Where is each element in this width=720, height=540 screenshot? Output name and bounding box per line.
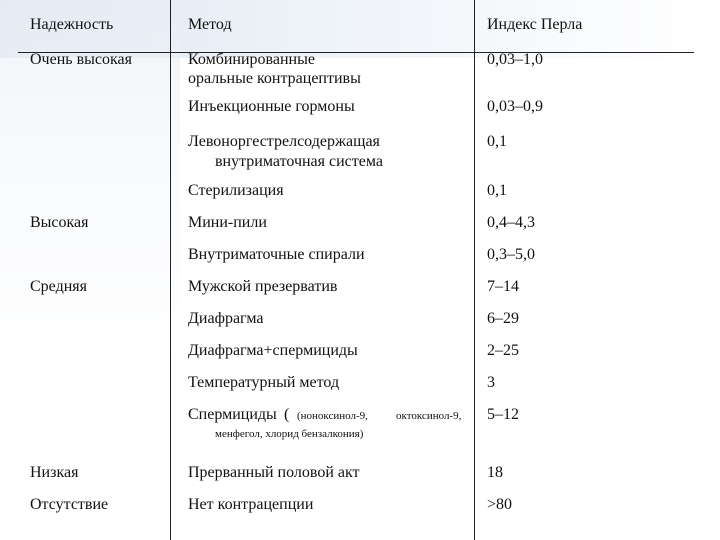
- cell-index: 0,03–0,9: [487, 98, 543, 115]
- cell-index: 18: [487, 464, 503, 481]
- column-divider-1: [170, 0, 171, 540]
- left-background: [0, 0, 180, 540]
- column-divider-2: [474, 0, 475, 540]
- cell-method-line2: менфегол, хлорид бензалкония): [215, 428, 364, 440]
- cell-index: 2–25: [487, 342, 519, 359]
- cell-method: Левоноргестрелсодержащая: [188, 133, 380, 150]
- cell-reliability: Очень высокая: [30, 51, 132, 68]
- cell-index: 6–29: [487, 310, 519, 327]
- cell-method: Инъекционные гормоны: [188, 98, 355, 115]
- cell-method: Спермициды: [188, 406, 277, 423]
- cell-method-paren-b: октоксинол-9,: [396, 410, 462, 422]
- cell-method: Мини-пили: [188, 214, 267, 231]
- cell-reliability: Высокая: [30, 214, 89, 231]
- cell-index: >80: [487, 496, 513, 513]
- cell-index: 0,3–5,0: [487, 246, 535, 263]
- cell-reliability: Средняя: [30, 278, 87, 295]
- cell-method: Внутриматочные спирали: [188, 246, 365, 263]
- cell-index: 5–12: [487, 406, 519, 423]
- cell-index: 3: [487, 374, 495, 391]
- header-pearl-index: Индекс Перла: [487, 16, 583, 33]
- cell-index: 0,1: [487, 133, 507, 150]
- cell-method: Диафрагма+спермициды: [188, 342, 358, 359]
- cell-index: 0,1: [487, 182, 507, 199]
- cell-index: 7–14: [487, 278, 519, 295]
- cell-method-paren-a: (ноноксинол-9,: [297, 410, 368, 422]
- cell-reliability: Отсутствие: [30, 496, 109, 513]
- cell-method: Температурный метод: [188, 374, 340, 391]
- cell-method: Мужской презерватив: [188, 278, 338, 295]
- header-method: Метод: [188, 16, 232, 33]
- header-reliability: Надежность: [30, 16, 114, 33]
- cell-method: Диафрагма: [188, 310, 264, 327]
- cell-method-line2: оральные контрацептивы: [188, 70, 361, 87]
- cell-method-line2: внутриматочная система: [215, 153, 383, 170]
- cell-index: 0,4–4,3: [487, 214, 535, 231]
- cell-method: Стерилизация: [188, 182, 284, 199]
- cell-method-paren-open: (: [284, 406, 290, 423]
- cell-method: Комбинированные: [188, 51, 315, 68]
- cell-reliability: Низкая: [30, 464, 79, 481]
- cell-method: Нет контрацепции: [188, 496, 314, 513]
- cell-method: Прерванный половой акт: [188, 464, 360, 481]
- cell-index: 0,03–1,0: [487, 51, 543, 68]
